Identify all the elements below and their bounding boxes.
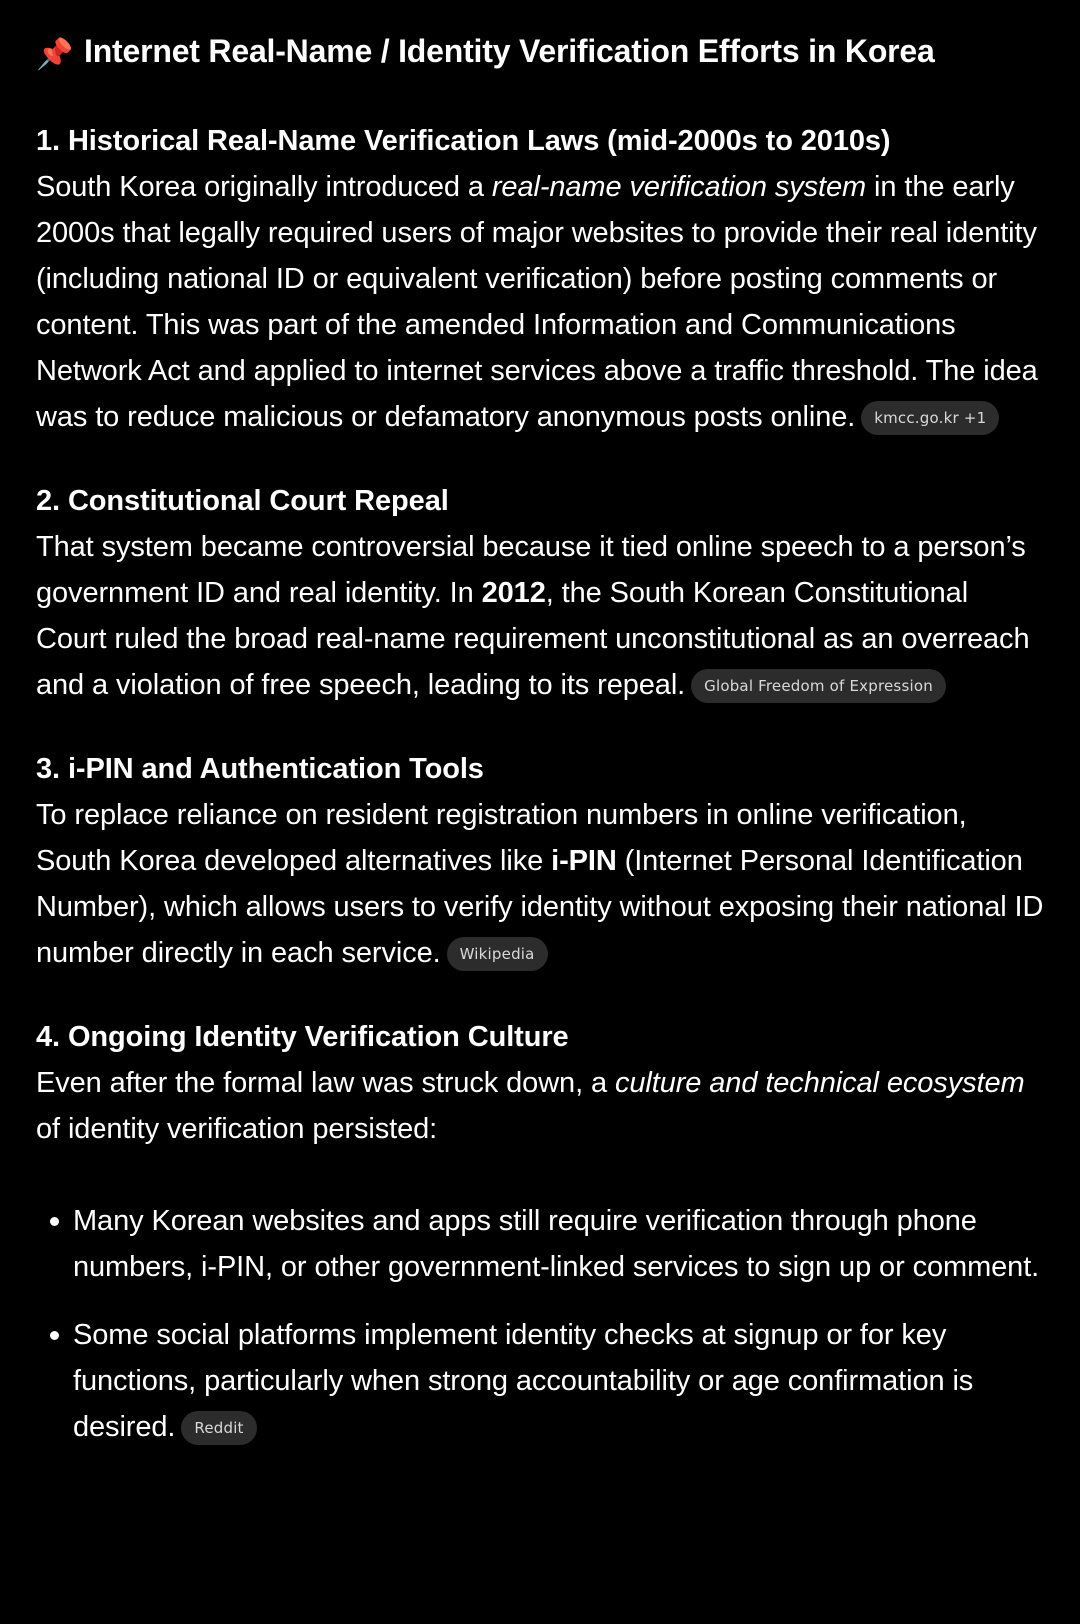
list-item-text: Some social platforms implement identity checks at signup or for key functions, particularly when strong accountability or age confirmation is desired. bbox=[73, 1319, 974, 1443]
section-heading: 3. i-PIN and Authentication Tools bbox=[36, 753, 484, 785]
list-item bbox=[36, 1198, 1044, 1290]
paragraph-text: , the South Korean Constitutional Court ruled the broad real-name requirement unconstitutional as an overreach and a violation of free speech, leading to its repeal. bbox=[36, 577, 1030, 701]
paragraph-text: South Korea originally introduced a bbox=[36, 171, 492, 203]
list-item bbox=[36, 1312, 1044, 1450]
emphasis-text: culture and technical ecosystem bbox=[614, 1067, 1025, 1099]
paragraph-text: (Internet Personal Identification Number), which allows users to verify identity without exposing their national ID number directly in each service. bbox=[36, 845, 1044, 969]
paragraph-text: in the early 2000s that legally required users of major websites to provide their real identity (including national ID or equivalent verification) before posting comments or content. This was part of the amended Information and Communications Network Act and applied to internet services above a traffic threshold. The idea was to reduce malicious or defamatory anonymous posts online. bbox=[36, 171, 1038, 433]
list-item-text: Many Korean websites and apps still require verification through phone numbers, i-PIN, or other government-linked services to sign up or comment. bbox=[73, 1205, 1040, 1283]
section-heading: 2. Constitutional Court Repeal bbox=[36, 485, 449, 517]
section-court-repeal bbox=[36, 478, 1044, 708]
bullet-dot-icon bbox=[50, 1331, 59, 1340]
response-title bbox=[36, 26, 1044, 80]
emphasis-text: real-name verification system bbox=[491, 171, 867, 203]
source-chip-wikipedia[interactable]: Wikipedia bbox=[447, 937, 548, 971]
section-heading: 1. Historical Real-Name Verification Laws (mid-2000s to 2010s) bbox=[36, 125, 891, 157]
section-verification-culture bbox=[36, 1014, 1044, 1450]
paragraph-text: Even after the formal law was struck down, a bbox=[36, 1067, 615, 1099]
section-paragraph bbox=[36, 164, 1044, 440]
bullet-dot-icon bbox=[50, 1217, 59, 1226]
pushpin-icon: 📌 bbox=[36, 38, 74, 71]
section-paragraph bbox=[36, 524, 1044, 708]
bold-text: 2012 bbox=[481, 577, 546, 609]
paragraph-text: of identity verification persisted: bbox=[36, 1113, 438, 1145]
section-ipin bbox=[36, 746, 1044, 976]
section-heading: 4. Ongoing Identity Verification Culture bbox=[36, 1021, 569, 1053]
section-historical-laws bbox=[36, 118, 1044, 440]
bold-text: i-PIN bbox=[551, 845, 617, 877]
section-paragraph bbox=[36, 792, 1044, 976]
bullet-list bbox=[36, 1198, 1044, 1450]
source-chip-kmcc[interactable]: kmcc.go.kr +1 bbox=[861, 401, 999, 435]
response-title-text: Internet Real-Name / Identity Verification Efforts in Korea bbox=[84, 33, 935, 69]
source-chip-reddit[interactable]: Reddit bbox=[181, 1411, 256, 1445]
section-paragraph bbox=[36, 1060, 1044, 1152]
paragraph-text: That system became controversial because it tied online speech to a person’s government ID and real identity. In bbox=[36, 531, 1026, 609]
source-chip-global-freedom[interactable]: Global Freedom of Expression bbox=[691, 669, 946, 703]
paragraph-text: To replace reliance on resident registration numbers in online verification, South Korea developed alternatives like bbox=[36, 799, 967, 877]
